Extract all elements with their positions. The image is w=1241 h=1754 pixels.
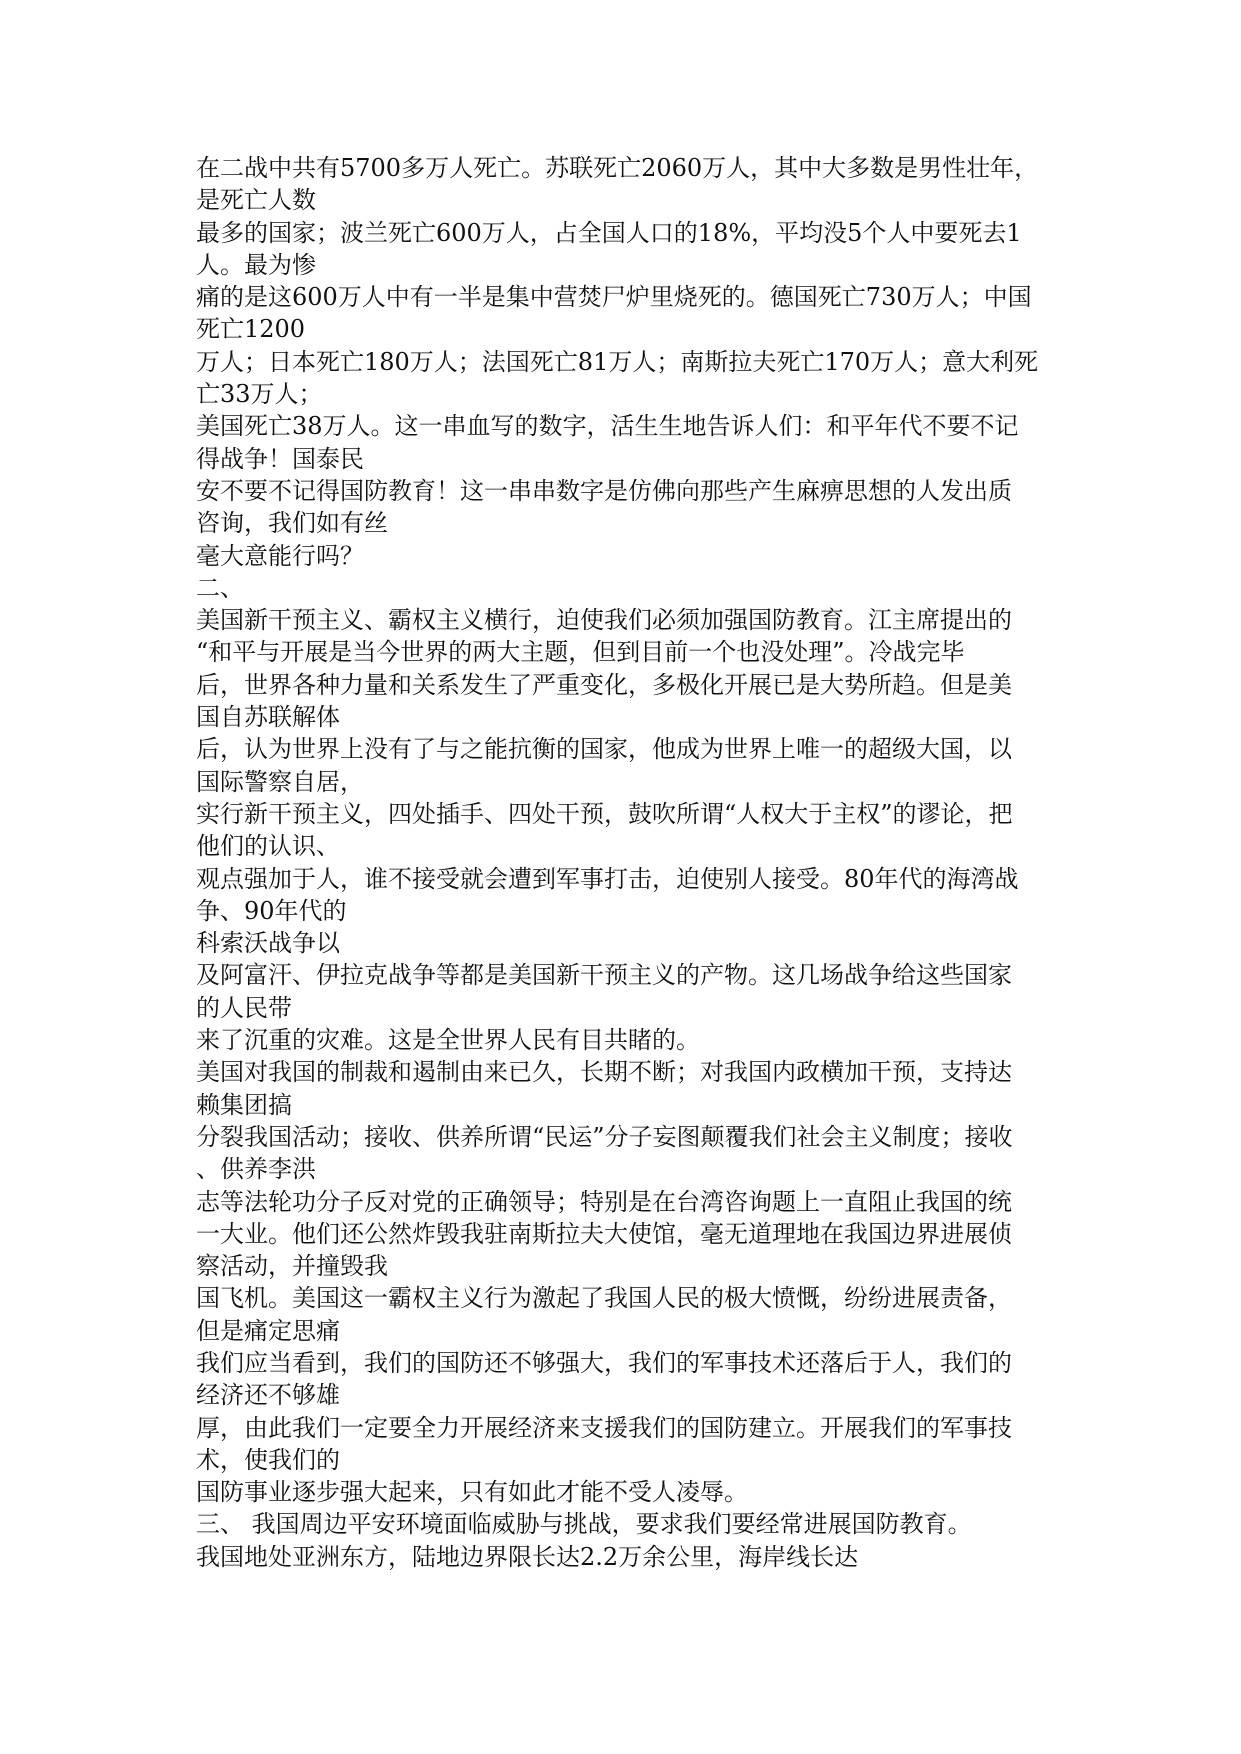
text-line: 一大业。他们还公然炸毁我驻南斯拉夫大使馆，毫无道理地在我国边界进展侦 bbox=[196, 1219, 1012, 1248]
text-line: 来了沉重的灾难。这是全世界人民有目共睹的。 bbox=[196, 1026, 700, 1055]
text-line: 但是痛定思痛 bbox=[196, 1316, 340, 1345]
text-line: 术，使我们的 bbox=[196, 1445, 340, 1474]
text-line: 亡33万人； bbox=[196, 380, 323, 409]
body-text bbox=[196, 152, 1066, 1573]
text-line: 志等法轮功分子反对党的正确领导；特别是在台湾咨询题上一直阻止我国的统 bbox=[196, 1187, 1012, 1216]
text-line: 他们的认识、 bbox=[196, 832, 340, 861]
text-line: 二、 bbox=[196, 573, 244, 602]
text-line: 最多的国家；波兰死亡600万人，占全国人口的18%，平均没5个人中要死去1 bbox=[196, 218, 1022, 247]
text-line: 察活动，并撞毁我 bbox=[196, 1252, 388, 1281]
text-line: 痛的是这600万人中有一半是集中营焚尸炉里烧死的。德国死亡730万人；中国 bbox=[196, 283, 1032, 312]
text-line: 观点强加于人，谁不接受就会遭到军事打击，迫使别人接受。80年代的海湾战 bbox=[196, 864, 1019, 893]
text-line: 我们应当看到，我们的国防还不够强大，我们的军事技术还落后于人，我们的 bbox=[196, 1348, 1012, 1377]
text-line: 国际警察自居， bbox=[196, 767, 364, 796]
text-line: 毫大意能行吗？ bbox=[196, 541, 364, 570]
text-line: 死亡1200 bbox=[196, 315, 306, 344]
text-line: 安不要不记得国防教育！这一串串数字是仿佛向那些产生麻痹思想的人发出质 bbox=[196, 476, 1012, 505]
text-line: 国自苏联解体 bbox=[196, 703, 340, 732]
text-line: 争、90年代的 bbox=[196, 896, 347, 925]
text-line: 经济还不够雄 bbox=[196, 1381, 340, 1410]
text-line: 的人民带 bbox=[196, 993, 292, 1022]
text-line: 后，认为世界上没有了与之能抗衡的国家，他成为世界上唯一的超级大国，以 bbox=[196, 735, 1012, 764]
text-line: 咨询，我们如有丝 bbox=[196, 509, 388, 538]
text-line: 科索沃战争以 bbox=[196, 929, 340, 958]
text-line: 三、 我国周边平安环境面临威胁与挑战，要求我们要经常进展国防教育。 bbox=[196, 1510, 972, 1539]
text-line: 美国死亡38万人。这一串血写的数字，活生生地告诉人们：和平年代不要不记 bbox=[196, 412, 1019, 441]
text-line: 美国新干预主义、霸权主义横行，迫使我们必须加强国防教育。江主席提出的 bbox=[196, 606, 1012, 635]
text-line: 赖集团搞 bbox=[196, 1090, 292, 1119]
text-line: 后，世界各种力量和关系发生了严重变化，多极化开展已是大势所趋。但是美 bbox=[196, 670, 1012, 699]
text-line: 及阿富汗、伊拉克战争等都是美国新干预主义的产物。这几场战争给这些国家 bbox=[196, 961, 1012, 990]
text-line: 美国对我国的制裁和遏制由来已久，长期不断；对我国内政横加干预，支持达 bbox=[196, 1058, 1012, 1087]
text-line: 我国地处亚洲东方，陆地边界限长达2.2万余公里，海岸线长达 bbox=[196, 1542, 859, 1571]
text-line: 厚，由此我们一定要全力开展经济来支援我们的国防建立。开展我们的军事技 bbox=[196, 1413, 1012, 1442]
text-line: 人。最为惨 bbox=[196, 250, 316, 279]
text-line: 分裂我国活动；接收、供养所谓“民运”分子妄图颠覆我们社会主义制度；接收 bbox=[196, 1122, 1013, 1151]
text-line: 得战争！国泰民 bbox=[196, 444, 364, 473]
text-line: 国飞机。美国这一霸权主义行为激起了我国人民的极大愤慨，纷纷进展责备， bbox=[196, 1284, 1012, 1313]
text-line: 是死亡人数 bbox=[196, 186, 316, 215]
text-line: 、供养李洪 bbox=[196, 1155, 316, 1184]
text-line: 在二战中共有5700多万人死亡。苏联死亡2060万人，其中大多数是男性壮年， bbox=[196, 154, 1039, 182]
text-line: 万人；日本死亡180万人；法国死亡81万人；南斯拉夫死亡170万人；意大利死 bbox=[196, 347, 1039, 376]
text-line: “和平与开展是当今世界的两大主题，但到目前一个也没处理”。冷战完毕 bbox=[196, 638, 965, 667]
text-line: 国防事业逐步强大起来，只有如此才能不受人凌辱。 bbox=[196, 1478, 748, 1507]
text-line: 实行新干预主义，四处插手、四处干预，鼓吹所谓“人权大于主权”的谬论，把 bbox=[196, 799, 1013, 828]
